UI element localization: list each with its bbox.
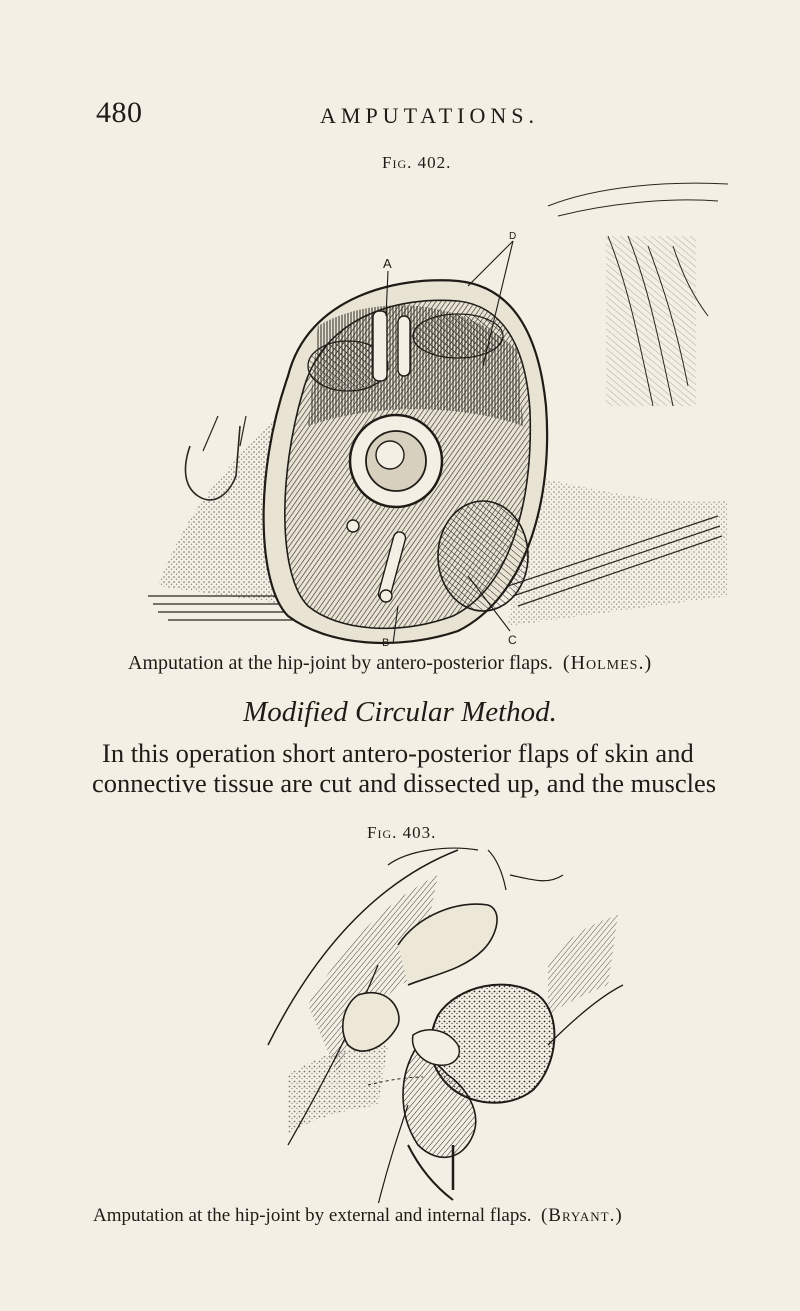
figure-402-caption [128,652,652,675]
body-line: In this operation short antero-posterior flaps of skin and [102,738,694,768]
body-paragraph [92,738,760,798]
marker-c: C [508,633,517,647]
figure-402-illustration [128,176,728,650]
marker-b: B [382,637,390,649]
section-heading: Modified Circular Method. [243,696,557,728]
body-line: connective tissue are cut and dissected up, and the muscles [92,768,717,798]
figure-403-label: Fig. 403. [367,823,437,842]
page-number: 480 [96,96,143,129]
marker-a: A [383,256,392,271]
figure-403-credit: (Bryant.) [540,1205,623,1226]
figure-402-label: Fig. 402. [382,153,452,172]
running-head: AMPUTATIONS. [320,103,539,128]
figure-402-credit: (Holmes.) [562,652,653,674]
figure-402-caption-text: Amputation at the hip-joint by antero-posterior flaps. [128,652,553,674]
figure-403-illustration [248,845,628,1203]
marker-d: D [509,231,517,242]
figure-403-caption [93,1205,623,1227]
figure-403-caption-text: Amputation at the hip-joint by external and internal flaps. [93,1205,532,1226]
